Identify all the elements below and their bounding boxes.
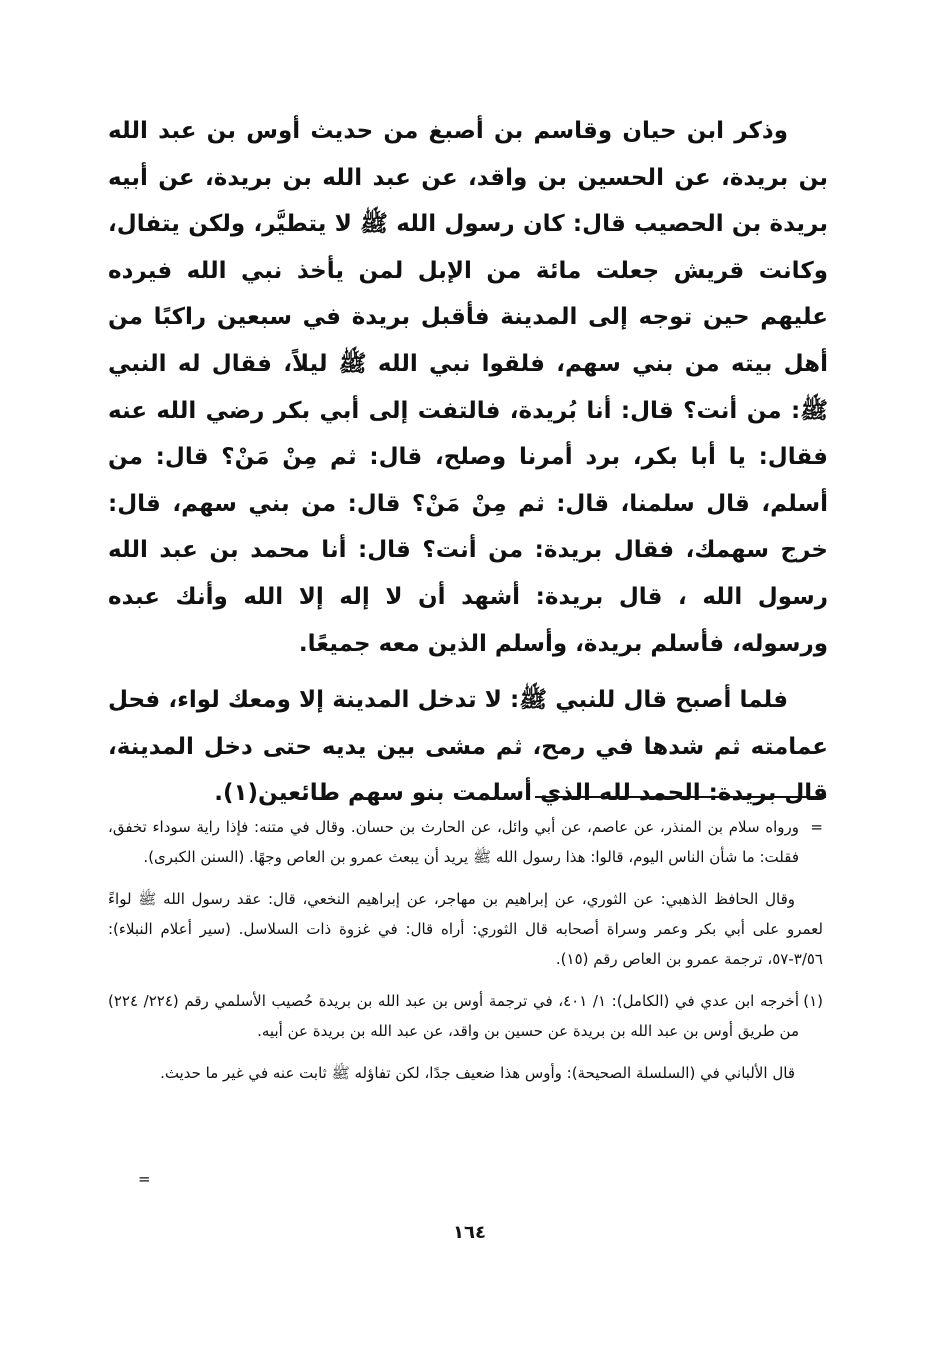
footnotes-section bbox=[108, 812, 823, 1100]
footnote-1-text: أخرجه ابن عدي في (الكامل): ١/ ٤٠١، في ترجمة أوس بن عبد الله بن بريدة حُصيب الأسلمي رقم (٢٢٤/ ٢٢٤) من طريق أوس بن عبد الله بن بريدة عن حسين بن واقد، عن عبد الله بن بريدة عن أبيه. bbox=[108, 992, 799, 1040]
main-paragraph-2: فلما أصبح قال للنبي ﷺ: لا تدخل المدينة إلا ومعك لواء، فحل عمامته ثم شدها في رمح، ثم مشى بين يديه حتى دخل المدينة، قال بريدة: الحمد لله الذي أسلمت بنو سهم طائعين(١). bbox=[108, 687, 828, 807]
footnote-albani: قال الألباني في (السلسلة الصحيحة): وأوس هذا ضعيف جدًا، لكن تفاؤله ﷺ ثابت عنه في غير ما حديث. bbox=[160, 1064, 795, 1082]
main-text-body bbox=[108, 108, 828, 817]
footnote-separator bbox=[535, 796, 826, 798]
continuation-marker: = bbox=[810, 818, 823, 836]
page-number: ١٦٤ bbox=[453, 1222, 486, 1243]
continuation-text: ورواه سلام بن المنذر، عن عاصم، عن أبي وائل، عن الحارث بن حسان. وقال في متنه: فإذا راية سوداء تخفق، فقلت: ما شأن الناس اليوم، قالوا: هذا رسول الله ﷺ يريد أن يبعث عمرو بن العاص وجهًا. (السنن الكبرى). bbox=[108, 818, 799, 866]
footnote-continuation bbox=[108, 812, 823, 872]
footnote-1 bbox=[108, 986, 823, 1046]
footnote-dhahabi: وقال الحافظ الذهبي: عن الثوري، عن إبراهيم بن مهاجر، عن إبراهيم النخعي، قال: عقد رسول الله ﷺ لواءً لعمرو على أبي بكر وعمر وسراة أصحابه قال الثوري: أراه قال: في غزوة ذات السلاسل. (سير أعلام النبلاء): ٣/٥٦-٥٧، ترجمة عمرو بن العاص رقم (١٥). bbox=[108, 890, 823, 968]
footnote-1-number: (١) bbox=[803, 992, 823, 1010]
main-paragraph-1: وذكر ابن حيان وقاسم بن أصبغ من حديث أوس بن عبد الله بن بريدة، عن الحسين بن واقد، عن عبد الله بن بريدة، عن أبيه بريدة بن الحصيب قال: كان رسول الله ﷺ لا يتطيَّر، ولكن يتفال، وكانت قريش جعلت مائة من الإبل لمن يأخذ نبي الله فيرده عليهم حين توجه إلى المدينة فأقبل بريدة في سبعين راكبًا من أهل بيته من بني سهم، فلقوا نبي الله ﷺ ليلاً، فقال له النبي ﷺ: من أنت؟ قال: أنا بُريدة، فالتفت إلى أبي بكر رضي الله عنه فقال: يا أبا بكر، برد أمرنا وصلح، قال: ثم مِنْ مَنْ؟ قال: من أسلم، قال سلمنا، قال: ثم مِنْ مَنْ؟ قال: من بني سهم، قال: خرج سهمك، فقال بريدة: من أنت؟ قال: أنا محمد بن عبد الله رسول الله ، قال بريدة: أشهد أن لا إله إلا الله وأنك عبده ورسوله، فأسلم بريدة، وأسلم الذين معه جميعًا. bbox=[108, 118, 828, 657]
trailing-continuation-marker: = bbox=[138, 1170, 151, 1188]
